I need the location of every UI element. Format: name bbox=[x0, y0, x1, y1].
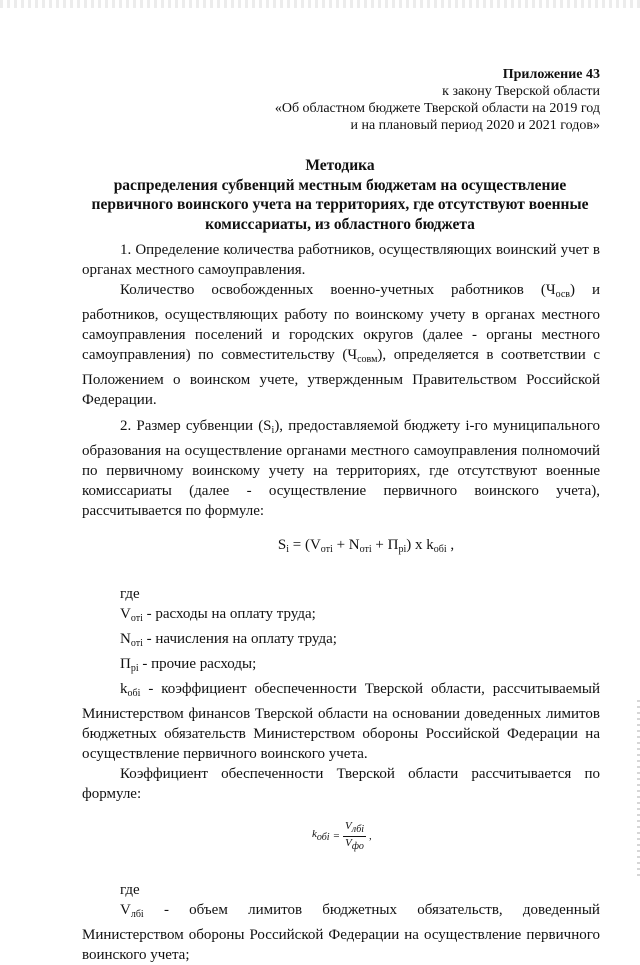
fraction bbox=[343, 820, 366, 853]
definition-v bbox=[82, 604, 600, 629]
subscript: рi bbox=[130, 663, 139, 674]
word: лимитов bbox=[248, 902, 303, 918]
word: доведенный bbox=[522, 902, 600, 918]
dash: - bbox=[163, 902, 169, 918]
subscript: отi bbox=[320, 544, 333, 555]
subscript: обi bbox=[316, 832, 330, 843]
symbol: V bbox=[345, 836, 352, 849]
subscript: i bbox=[271, 425, 275, 436]
definition-text: - расходы на оплату труда; bbox=[142, 606, 316, 622]
word: обязательств, bbox=[417, 902, 503, 918]
where-label: где bbox=[120, 882, 140, 898]
subscript: отi bbox=[359, 544, 372, 555]
word: бюджетных bbox=[322, 902, 397, 918]
subscript: лбi bbox=[130, 909, 144, 920]
document-body bbox=[82, 240, 600, 965]
text-fragment: ), предоставляемой бюджету i-го муниципального образования на осуществление органами местного самоуправления полномочий по первичному воинскому учету на территориях, где отсутствуют военные комиссариаты (далее - осуществление первичного воинского учета), рассчитывается по формуле: bbox=[82, 418, 600, 519]
coefficient-paragraph: Коэффициент обеспеченности Тверской области рассчитывается по формуле: bbox=[82, 766, 600, 802]
title-line: Методика bbox=[305, 157, 375, 174]
subvention-formula bbox=[132, 535, 600, 560]
definition-text: - начисления на оплату труда; bbox=[142, 631, 337, 647]
fraction-numerator bbox=[343, 820, 366, 836]
subscript: рi bbox=[398, 544, 407, 555]
symbol: V bbox=[120, 606, 131, 622]
section-2-paragraph bbox=[82, 416, 600, 521]
definition-continuation: Министерством обороны Российской Федерации на осуществление первичного воинского учета; bbox=[82, 927, 600, 963]
symbol: k bbox=[120, 681, 128, 697]
scan-artifact-top bbox=[0, 0, 640, 8]
formula-lhs bbox=[312, 824, 330, 848]
definition-k bbox=[82, 679, 600, 764]
definition-v-lb bbox=[82, 900, 600, 925]
formula-part: ) x k bbox=[406, 537, 434, 553]
symbol: V bbox=[345, 819, 352, 832]
definition-n bbox=[82, 629, 600, 654]
definition-text: - прочие расходы; bbox=[138, 656, 257, 672]
appendix-header bbox=[180, 66, 600, 134]
definition-symbol bbox=[120, 900, 144, 925]
formula-part: + N bbox=[332, 537, 360, 553]
title-line: первичного воинского учета на территориях, где отсутствуют военные bbox=[91, 196, 589, 213]
subscript: отi bbox=[130, 638, 143, 649]
formula-part: + П bbox=[371, 537, 399, 553]
subscript: фо bbox=[351, 840, 364, 852]
subscript: лбi bbox=[351, 823, 365, 835]
appendix-line: к закону Тверской области bbox=[442, 84, 600, 99]
text-fragment: ), определяется в соответствии с Положением о воинском учете, утвержденным Правительством Российской Федерации. bbox=[82, 347, 601, 408]
subscript: отi bbox=[130, 613, 143, 624]
formula-part: , bbox=[446, 537, 455, 553]
text-fragment: ) и работников, осуществляющих работу по воинскому учету в органах местного самоуправления поселений и городских округов (далее - органы местного самоуправления) по совместительству (Ч bbox=[82, 282, 600, 363]
subscript: i bbox=[286, 544, 289, 555]
appendix-line: и на плановый период 2020 и 2021 годов» bbox=[350, 118, 600, 133]
definition-text: - коэффициент обеспеченности Тверской области, рассчитываемый Министерством финансов Тверской области на основании доведенных лимитов бюджетных обязательств Министерством обороны Российской Федерации на осуществление первичного воинского учета. bbox=[82, 681, 600, 762]
title-line: распределения субвенций местным бюджетам на осуществление bbox=[113, 176, 567, 194]
formula-part: = (V bbox=[289, 537, 321, 553]
appendix-line: «Об областном бюджете Тверской области на 2019 год bbox=[274, 101, 600, 116]
formula-comma: , bbox=[369, 830, 372, 842]
coefficient-formula bbox=[312, 818, 600, 854]
definition-p bbox=[82, 654, 600, 679]
fraction-denominator bbox=[343, 837, 366, 853]
text-fragment: 2. Размер субвенции (S bbox=[120, 418, 272, 434]
text-fragment: Количество освобожденных военно-учетных работников (Ч bbox=[120, 282, 556, 298]
symbol: N bbox=[120, 631, 131, 647]
subscript: обi bbox=[127, 688, 141, 699]
title-line: комиссариаты, из областного бюджета bbox=[205, 215, 475, 233]
subscript: совм bbox=[357, 354, 378, 365]
word: объем bbox=[189, 902, 228, 918]
section-1-heading: 1. Определение количества работников, осуществляющих воинский учет в органах местного самоуправления. bbox=[82, 242, 600, 278]
symbol: k bbox=[312, 828, 317, 840]
method-title bbox=[80, 156, 600, 234]
subscript: осв bbox=[555, 289, 570, 300]
section-1-paragraph bbox=[82, 280, 600, 410]
subscript: обi bbox=[433, 544, 447, 555]
symbol: П bbox=[120, 656, 131, 672]
where-label: где bbox=[120, 586, 140, 602]
appendix-title: Приложение 43 bbox=[502, 67, 600, 82]
equals-sign: = bbox=[332, 830, 341, 842]
formula-part: S bbox=[277, 537, 287, 553]
symbol: V bbox=[120, 902, 131, 918]
